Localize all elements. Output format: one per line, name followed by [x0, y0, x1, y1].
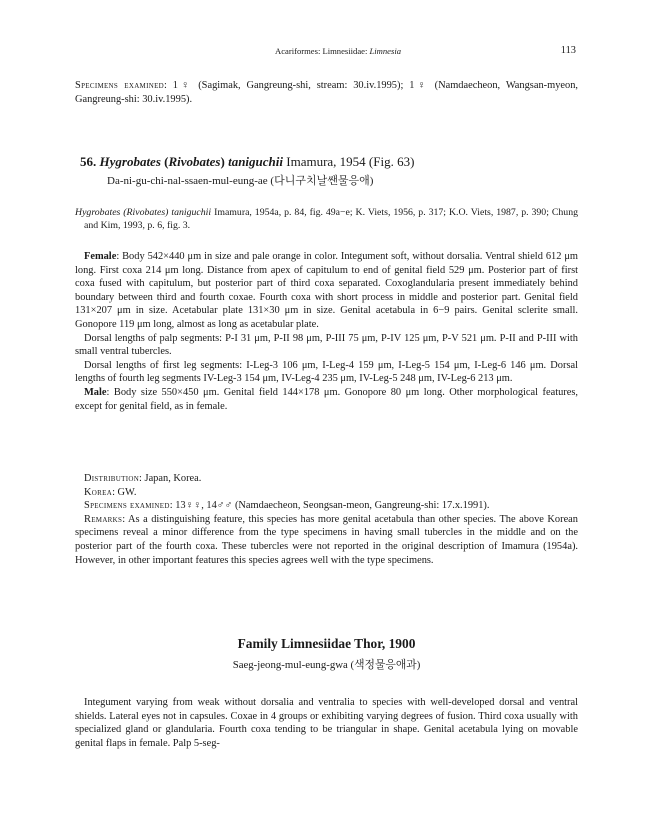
- synonymy: [75, 206, 578, 232]
- specimens-label: Specimens examined: [84, 500, 170, 512]
- distribution-text: : Japan, Korea.: [139, 473, 202, 484]
- species-author: Imamura, 1954 (Fig. 63): [286, 154, 415, 169]
- specimens-top-text: : 1♀ (Sagimak, Gangreung-shi, stream: 30.iv.1995); 1♀ (Namdaecheon, Wangsan-myeon, Gangreung-shi: 30.iv.1995).: [75, 80, 578, 105]
- synonymy-name: Hygrobates (Rivobates) taniguchii: [75, 207, 212, 218]
- korea-paragraph: [75, 486, 578, 500]
- species-genus: Hygrobates: [99, 154, 161, 169]
- family-romanized-name: Saeg-jeong-mul-eung-gwa (색정물응애과): [232, 659, 421, 671]
- species-subgenus: Rivobates: [168, 154, 221, 169]
- page-number: 113: [560, 45, 576, 56]
- specimens-paragraph: [75, 499, 578, 513]
- male-label: Male: [84, 386, 107, 398]
- legs-paragraph: Dorsal lengths of first leg segments: I-Leg-3 106 μm, I-Leg-4 159 μm, I-Leg-5 154 μm, I-Leg-6 146 μm. Dorsal lengths of fourth leg segments IV-Leg-3 154 μm, IV-Leg-4 235 μm, IV-Leg-5 248 μm, IV-Leg-6 213 μm.: [75, 359, 578, 385]
- male-paragraph: [75, 386, 578, 413]
- species-heading: 56. Hygrobates (Rivobates) taniguchii Imamura, 1954 (Fig. 63): [80, 154, 415, 169]
- korea-text: : GW.: [112, 486, 137, 498]
- remarks-text: : As a distinguishing feature, this species has more genital acetabula than other species. The above Korean specimens reveal a minor difference from the type specimens in having small tubercles in the middle and on the posterior part of the fourth coxa. These tubercles were not reported in the original description of Imamura (1954a). However, in other important features this species agrees well with the type specimens.: [75, 513, 578, 566]
- species-romanized-name: Da-ni-gu-chi-nal-ssaen-mul-eung-ae (다니구치날쌘물응애): [107, 175, 374, 187]
- family-description: [75, 696, 578, 750]
- male-text: : Body size 550×450 μm. Genital field 144×178 μm. Gonopore 80 μm long. Other morphological features, except for genital field, as in female.: [75, 386, 578, 412]
- species-epithet: taniguchii: [228, 154, 283, 169]
- female-label: Female: [84, 251, 117, 262]
- female-text: : Body 542×440 μm in size and pale orange in color. Integument soft, without dorsalia. Ventral shield 612 μm long. First coxa 214 μm long. Distance from apex of capitulum to end of genital field 529 μm. Posterior part of first coxa fused with capitulum, but posterior part of third coxa separated. Coxoglandularia present immediately behind boundary between third and fourth coxae. Fourth coxa with short process in middle and posterior part. Genital field 131×207 μm in size. Acetabular plate 131×30 μm in size. Genital acetabula in 6−9 pairs. Genital sclerite small. Gonopore 119 μm long, almost as long as acetabular plate.: [75, 251, 578, 330]
- distribution-label: Distribution: [84, 473, 140, 484]
- running-head: [75, 44, 578, 58]
- female-paragraph: [75, 250, 578, 332]
- korea-label: Korea: [84, 486, 113, 498]
- family-title: Family Limnesiidae Thor, 1900: [237, 636, 416, 651]
- specimens-top-paragraph: [75, 79, 578, 106]
- remarks-label: Remarks: [84, 513, 123, 525]
- running-head-title: [275, 45, 401, 59]
- running-head-genus: Limnesia: [369, 46, 402, 56]
- specimens-text: : 13♀♀, 14♂♂ (Namdaecheon, Seongsan-meon, Gangreung-shi: 17.x.1991).: [169, 500, 490, 512]
- synonymy-paragraph: [75, 206, 578, 232]
- records-block: [75, 472, 578, 567]
- specimens-top-label: Specimens examined: [75, 80, 165, 91]
- specimens-examined-top: [75, 79, 578, 106]
- synonymy-text: Imamura, 1954a, p. 84, fig. 49a−e; K. Viets, 1956, p. 317; K.O. Viets, 1987, p. 390; Chung and Kim, 1993, p. 6, fig. 3.: [84, 207, 578, 231]
- palp-paragraph: Dorsal lengths of palp segments: P-I 31 μm, P-II 98 μm, P-III 75 μm, P-IV 125 μm, P-V 521 μm. P-II and P-III with small ventral tubercles.: [75, 332, 578, 358]
- distribution-paragraph: [75, 472, 578, 486]
- description-block: [75, 250, 578, 413]
- species-number: 56.: [80, 154, 97, 169]
- remarks-paragraph: [75, 513, 578, 567]
- running-head-prefix: Acariformes: Limnesiidae:: [275, 46, 370, 56]
- family-description-paragraph: Integument varying from weak without dorsalia and ventralia to species with well-developed dorsal and ventral shields. Lateral eyes not in capsules. Coxae in 4 groups or exhibiting varying degrees of fusion. Third coxa usually with specialized gland or glandularia. Fourth coxa tending to be triangular in shape. Genital acetabula lying on movable genital flaps in female. Palp 5-seg-: [75, 697, 578, 749]
